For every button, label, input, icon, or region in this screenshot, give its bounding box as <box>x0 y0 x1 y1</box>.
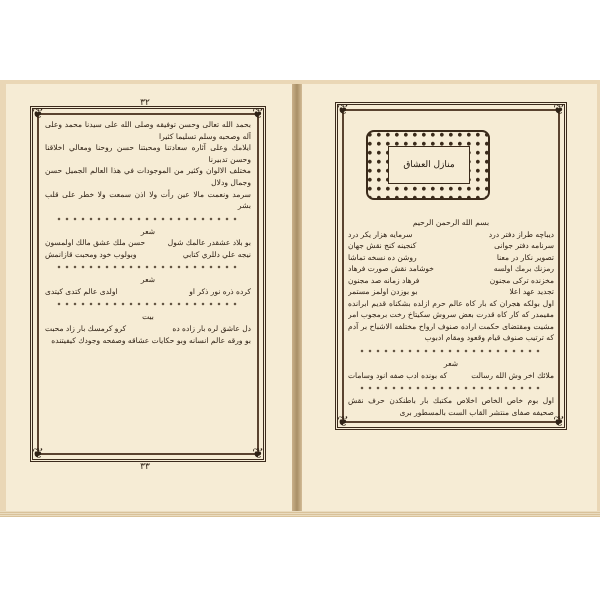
verse-hemistich: تصوير نكار در معنا <box>496 252 554 262</box>
verse-hemistich: خوشامد نقش صورت فرهاد <box>348 264 434 274</box>
verse-hemistich: كه بونده ادب صفه انود وسامات <box>348 370 448 380</box>
verse-hemistich: اولدى عالم كتدى كيتدى <box>45 286 118 296</box>
verse-line <box>45 249 251 261</box>
right-paragraph: اول بولكه هجران كه بار كاه عالم حرم ازلده بشكناه قديم ابرانده مقيمدر كه كار كاه قدرت بعض سروش سكيتاخ رخت برمجوب امر مشيت ومقتضاى حكمت اراده صنوف ارواح مختلفه الاشباح بر آدم كه ترتيب صنوف قيام وقعود ومقام ادبوب <box>348 298 554 343</box>
verse-hemistich: تجديد عهد اعلا <box>509 287 554 297</box>
verse-line <box>348 240 554 252</box>
verse-line <box>45 237 251 249</box>
verse-line <box>348 263 554 275</box>
ornament-corner-icon: ❦ <box>553 414 565 430</box>
verse-hemistich: نيجه علي دللري كتابي <box>182 249 251 259</box>
left-footer-number: ٣٣ <box>140 462 150 472</box>
verse-hemistich: دل عاشق لره بار زاده ده <box>172 324 251 334</box>
ornament-corner-icon: ❦ <box>32 106 44 122</box>
book-gutter <box>292 84 302 512</box>
ornamental-divider <box>55 263 241 271</box>
ornament-corner-icon: ❦ <box>337 414 349 430</box>
left-closing-paragraph: بو ورقه عالم انسانه وبو حكايات عشاقه وصفحه وجودك كيفيتنده <box>51 335 251 345</box>
page-edges <box>0 511 600 517</box>
verse-line <box>348 275 554 287</box>
ornament-corner-icon: ❦ <box>337 102 349 118</box>
left-paragraph-2: ايلامك وعلى آثاره سعادتنا ومحبتنا حسن روحنا ومعالي اخلاقنا وحسن تدبيرنا <box>45 143 251 164</box>
verse-hemistich: سرنامه دفتر جوانى <box>494 241 554 251</box>
ornamental-divider <box>358 384 544 392</box>
section-label: شعر <box>443 358 459 368</box>
basmala: بسم الله الرحمن الرحيم <box>412 218 490 227</box>
verse-hemistich: كرو كرمسك بار زاد محبت <box>45 324 127 334</box>
left-paragraph-4: سرمد ونعمت مالا عين رأت ولا اذن سمعت ولا خطر على قلب بشر <box>45 189 251 211</box>
verse-hemistich: مخزنده تركى مجنون <box>489 275 554 285</box>
section-label: شعر <box>140 275 156 285</box>
left-text-block <box>45 119 251 445</box>
left-paragraph-3: مختلف الالوان وكثير من الموجودات في هذا العالم الجميل حسن وجمال ودلال <box>45 166 251 187</box>
ornament-corner-icon: ❦ <box>553 102 565 118</box>
right-text-block <box>348 217 554 417</box>
ornamental-divider <box>358 347 544 355</box>
verse-line <box>348 370 554 382</box>
page-title: منازل العشاق <box>388 146 470 184</box>
verse-hemistich: كرده ذره نور ذكر او <box>189 286 251 296</box>
ornament-corner-icon: ❦ <box>252 106 264 122</box>
verse-hemistich: وبولوب خود ومحبت قازانمش <box>45 249 137 259</box>
ornament-corner-icon: ❦ <box>252 446 264 462</box>
left-ornamental-frame <box>30 106 266 462</box>
left-paragraph-1: بحمد الله تعالى وحسن توفيقه وصلى الله على سيدنا محمد وعلى آله وصحبه وسلم تسليما كثيرا <box>45 120 251 141</box>
right-closing-paragraph: اول بوم خاص الخاص اخلاص مكتبك بار باطنكدن حرف نقش صحيفه صفاى منتشر القاب الست بالمسطور برى <box>348 396 554 417</box>
verse-hemistich: ملائك اخر وش الله رسالت <box>471 370 554 380</box>
verse-line <box>348 252 554 264</box>
verse-hemistich: روشن ده نسخه تماشا <box>348 252 417 262</box>
ornamental-divider <box>55 215 241 223</box>
verse-line <box>348 229 554 241</box>
verse-hemistich: بو بوزدن اولمز مستمر <box>348 287 418 297</box>
verse-hemistich: بو بلاد عشقدر عالمك شول <box>167 238 251 248</box>
verse-hemistich: كنجينه كنج نقش جهان <box>348 241 417 251</box>
ornamental-divider <box>55 300 241 308</box>
verse-line <box>348 286 554 298</box>
left-header-number: ٣٢ <box>140 98 150 108</box>
verse-hemistich: رمزنك برمك اولسه <box>493 264 554 274</box>
verse-hemistich: فرهاد زمانه صد مجنون <box>348 275 420 285</box>
verse-hemistich: حسن ملك عشق مالك اولمسون <box>45 238 146 248</box>
verse-hemistich: ديباچه طراز دفتر درد <box>488 229 554 239</box>
verse-line <box>45 286 251 298</box>
verse-hemistich: سرمايه هزار يكر درد <box>348 229 413 239</box>
verse-line <box>45 323 251 335</box>
ornament-corner-icon: ❦ <box>32 446 44 462</box>
section-label: شعر <box>140 226 156 236</box>
section-label: بيت <box>142 312 154 322</box>
title-cartouche <box>366 130 490 200</box>
